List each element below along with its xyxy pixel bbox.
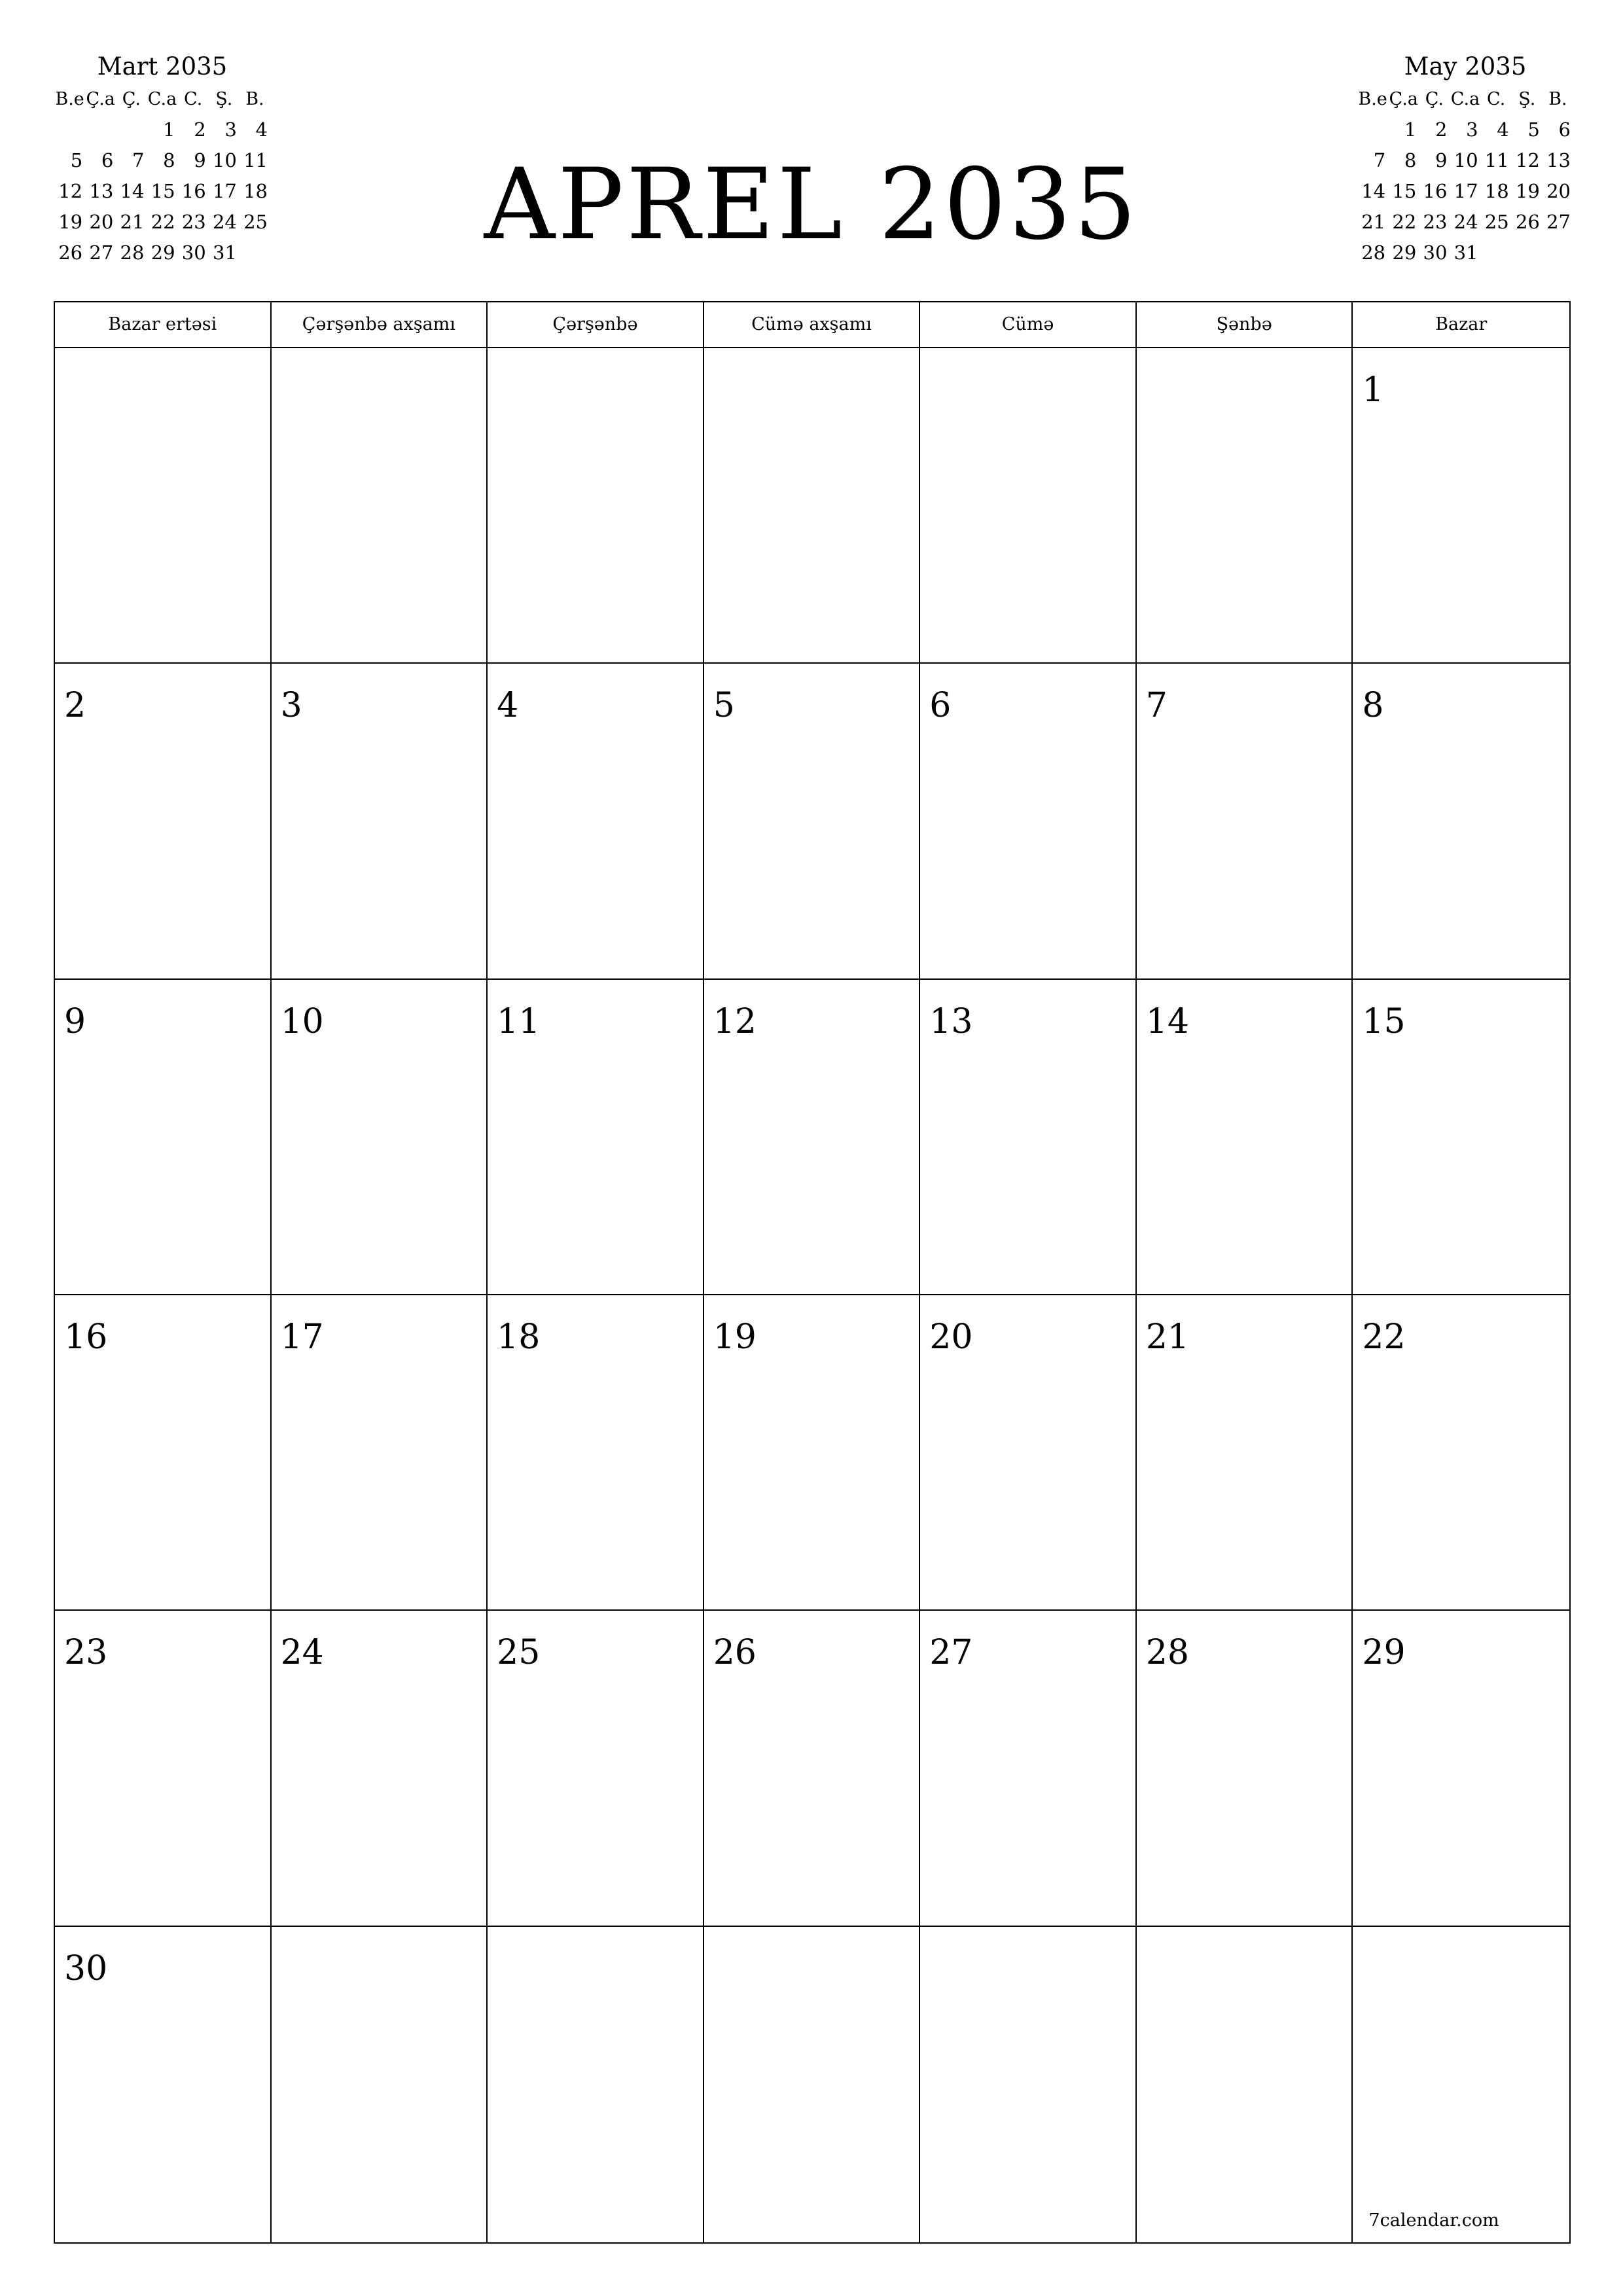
day-number: 18 [497, 1318, 541, 1357]
day-number: 19 [713, 1318, 757, 1357]
mini-day: 11 [243, 149, 268, 171]
day-cell [1137, 980, 1353, 1295]
day-cell [272, 664, 488, 979]
day-number: 25 [497, 1633, 541, 1673]
day-cell [920, 980, 1137, 1295]
mini-calendar-grid [1357, 84, 1573, 268]
day-number: 29 [1362, 1633, 1406, 1673]
site-credit: 7calendar.com [1368, 2210, 1499, 2231]
mini-day: 4 [255, 118, 268, 141]
weekday-header: Çərşənbə [488, 302, 704, 347]
mini-weekday-header: C. [183, 89, 203, 109]
day-cell [704, 1611, 921, 1926]
mini-day: 8 [163, 149, 175, 171]
mini-day: 6 [1558, 118, 1571, 141]
mini-calendar-next [1357, 51, 1573, 268]
day-cell [1353, 1927, 1569, 2242]
day-number: 22 [1362, 1318, 1406, 1357]
mini-day: 13 [1546, 149, 1571, 171]
mini-day: 10 [212, 149, 237, 171]
mini-weekday-header: B.e [1358, 89, 1387, 109]
mini-day: 9 [1435, 149, 1448, 171]
mini-day: 30 [1423, 242, 1448, 264]
mini-day: 17 [1454, 180, 1478, 202]
day-cell [55, 1295, 272, 1611]
weekday-header: Çərşənbə axşamı [272, 302, 488, 347]
mini-day: 29 [151, 242, 175, 264]
day-cells [55, 348, 1569, 2242]
mini-day: 26 [1515, 211, 1540, 233]
mini-day: 19 [58, 211, 83, 233]
mini-day: 24 [1454, 211, 1478, 233]
mini-day: 15 [151, 180, 175, 202]
mini-day: 1 [1404, 118, 1417, 141]
day-cell [272, 348, 488, 664]
mini-day: 14 [1361, 180, 1386, 202]
mini-day: 12 [58, 180, 83, 202]
mini-day: 23 [1423, 211, 1448, 233]
mini-day: 29 [1392, 242, 1417, 264]
mini-day: 7 [1373, 149, 1386, 171]
mini-weekday-header: B. [1548, 89, 1567, 109]
mini-day: 3 [1466, 118, 1478, 141]
day-number: 23 [64, 1633, 108, 1673]
mini-day: 24 [212, 211, 237, 233]
mini-day: 19 [1515, 180, 1540, 202]
mini-day: 5 [1527, 118, 1540, 141]
day-cell [1353, 1611, 1569, 1926]
day-number: 4 [497, 686, 519, 726]
weekday-header: Bazar [1435, 314, 1488, 334]
day-cell [1353, 664, 1569, 979]
day-cell [55, 348, 272, 664]
day-cell [704, 1927, 921, 2242]
mini-day: 10 [1454, 149, 1478, 171]
mini-day: 13 [89, 180, 114, 202]
mini-day: 25 [243, 211, 268, 233]
mini-day: 11 [1484, 149, 1509, 171]
day-cell [272, 1927, 488, 2242]
mini-day: 23 [181, 211, 206, 233]
mini-day: 22 [1392, 211, 1417, 233]
mini-day: 8 [1404, 149, 1417, 171]
day-number: 28 [1145, 1633, 1190, 1673]
mini-day [1512, 238, 1543, 268]
day-number: 14 [1145, 1001, 1190, 1041]
day-cell [488, 664, 704, 979]
day-cell [920, 1927, 1137, 2242]
weekday-header: Cümə axşamı [704, 302, 921, 347]
day-cell [1353, 980, 1569, 1295]
day-cell [55, 664, 272, 979]
mini-day [85, 115, 116, 145]
day-cell [704, 348, 921, 664]
mini-day: 6 [101, 149, 114, 171]
mini-day: 31 [1454, 242, 1478, 264]
day-cell [488, 1611, 704, 1926]
mini-day: 17 [212, 180, 237, 202]
mini-day [1357, 115, 1388, 145]
mini-day: 21 [120, 211, 145, 233]
mini-calendar-title: May 2035 [1404, 52, 1527, 81]
mini-weekday-header: Ç.a [1389, 89, 1418, 109]
day-cell [704, 980, 921, 1295]
day-cell [1353, 348, 1569, 664]
day-number: 10 [280, 1001, 324, 1041]
day-number: 5 [713, 686, 735, 726]
mini-day [54, 115, 85, 145]
day-cell [920, 348, 1137, 664]
day-number: 11 [497, 1001, 541, 1041]
mini-day: 25 [1484, 211, 1509, 233]
page-title: APREL 2035 [484, 148, 1139, 262]
day-cell [488, 348, 704, 664]
mini-weekday-header: C. [1486, 89, 1506, 109]
mini-weekday-header: C.a [147, 89, 177, 109]
mini-day: 28 [120, 242, 145, 264]
day-cell [272, 980, 488, 1295]
mini-weekday-header: B.e [55, 89, 84, 109]
day-number: 30 [64, 1948, 108, 1988]
day-number: 7 [1145, 686, 1168, 726]
mini-weekday-header: Ş. [1518, 89, 1536, 109]
mini-day: 5 [70, 149, 83, 171]
day-number: 13 [929, 1001, 973, 1041]
day-cell [920, 664, 1137, 979]
day-cell [1137, 1611, 1353, 1926]
mini-day: 2 [1435, 118, 1448, 141]
day-cell [488, 980, 704, 1295]
mini-day: 4 [1497, 118, 1509, 141]
day-number: 9 [64, 1001, 86, 1041]
day-cell [1137, 664, 1353, 979]
mini-day: 18 [1484, 180, 1509, 202]
mini-day: 28 [1361, 242, 1386, 264]
mini-day: 7 [132, 149, 145, 171]
day-number: 1 [1362, 370, 1384, 410]
day-cell [55, 1611, 272, 1926]
day-number: 8 [1362, 686, 1384, 726]
mini-weekday-header: Ş. [215, 89, 233, 109]
mini-day: 2 [194, 118, 206, 141]
day-cell [1137, 348, 1353, 664]
day-cell [272, 1611, 488, 1926]
day-cell [1137, 1927, 1353, 2242]
mini-day: 12 [1515, 149, 1540, 171]
day-cell [55, 980, 272, 1295]
weekday-header: Şənbə [1137, 302, 1353, 347]
day-number: 3 [280, 686, 302, 726]
mini-weekday-header: Ç. [1425, 89, 1444, 109]
mini-day: 27 [1546, 211, 1571, 233]
day-number: 6 [929, 686, 952, 726]
mini-day: 15 [1392, 180, 1417, 202]
day-cell [704, 1295, 921, 1611]
mini-day: 16 [181, 180, 206, 202]
mini-calendar-title: Mart 2035 [97, 52, 228, 81]
mini-weekday-header: Ç. [122, 89, 141, 109]
mini-weekday-header: B. [245, 89, 264, 109]
day-cell [1353, 1295, 1569, 1611]
day-number: 20 [929, 1318, 973, 1357]
weekday-header: Cümə [920, 302, 1137, 347]
day-cell [920, 1611, 1137, 1926]
month-grid [54, 301, 1571, 2244]
mini-day [1481, 238, 1512, 268]
day-cell [920, 1295, 1137, 1611]
mini-day: 22 [151, 211, 175, 233]
mini-day: 26 [58, 242, 83, 264]
mini-day: 9 [194, 149, 206, 171]
mini-day: 21 [1361, 211, 1386, 233]
weekday-header: Bazar ertəsi [55, 302, 272, 347]
mini-day: 18 [243, 180, 268, 202]
mini-weekday-header: Ç.a [86, 89, 115, 109]
day-number: 16 [64, 1318, 108, 1357]
day-cell [488, 1927, 704, 2242]
mini-day: 20 [89, 211, 114, 233]
mini-day: 20 [1546, 180, 1571, 202]
mini-weekday-header: C.a [1450, 89, 1480, 109]
day-number: 21 [1145, 1318, 1190, 1357]
day-number: 12 [713, 1001, 757, 1041]
mini-day: 3 [224, 118, 237, 141]
day-number: 24 [280, 1633, 324, 1673]
mini-day: 14 [120, 180, 145, 202]
mini-day: 27 [89, 242, 114, 264]
day-number: 17 [280, 1318, 324, 1357]
mini-day [1543, 238, 1573, 268]
mini-day: 1 [163, 118, 175, 141]
day-cell [272, 1295, 488, 1611]
day-number: 2 [64, 686, 86, 726]
mini-day: 16 [1423, 180, 1448, 202]
day-cell [704, 664, 921, 979]
day-number: 15 [1362, 1001, 1406, 1041]
mini-day [116, 115, 147, 145]
weekday-header-row [55, 302, 1569, 348]
mini-day: 31 [212, 242, 237, 264]
day-number: 26 [713, 1633, 757, 1673]
day-number: 27 [929, 1633, 973, 1673]
day-cell [1137, 1295, 1353, 1611]
day-cell [488, 1295, 704, 1611]
day-cell [55, 1927, 272, 2242]
mini-day: 30 [181, 242, 206, 264]
